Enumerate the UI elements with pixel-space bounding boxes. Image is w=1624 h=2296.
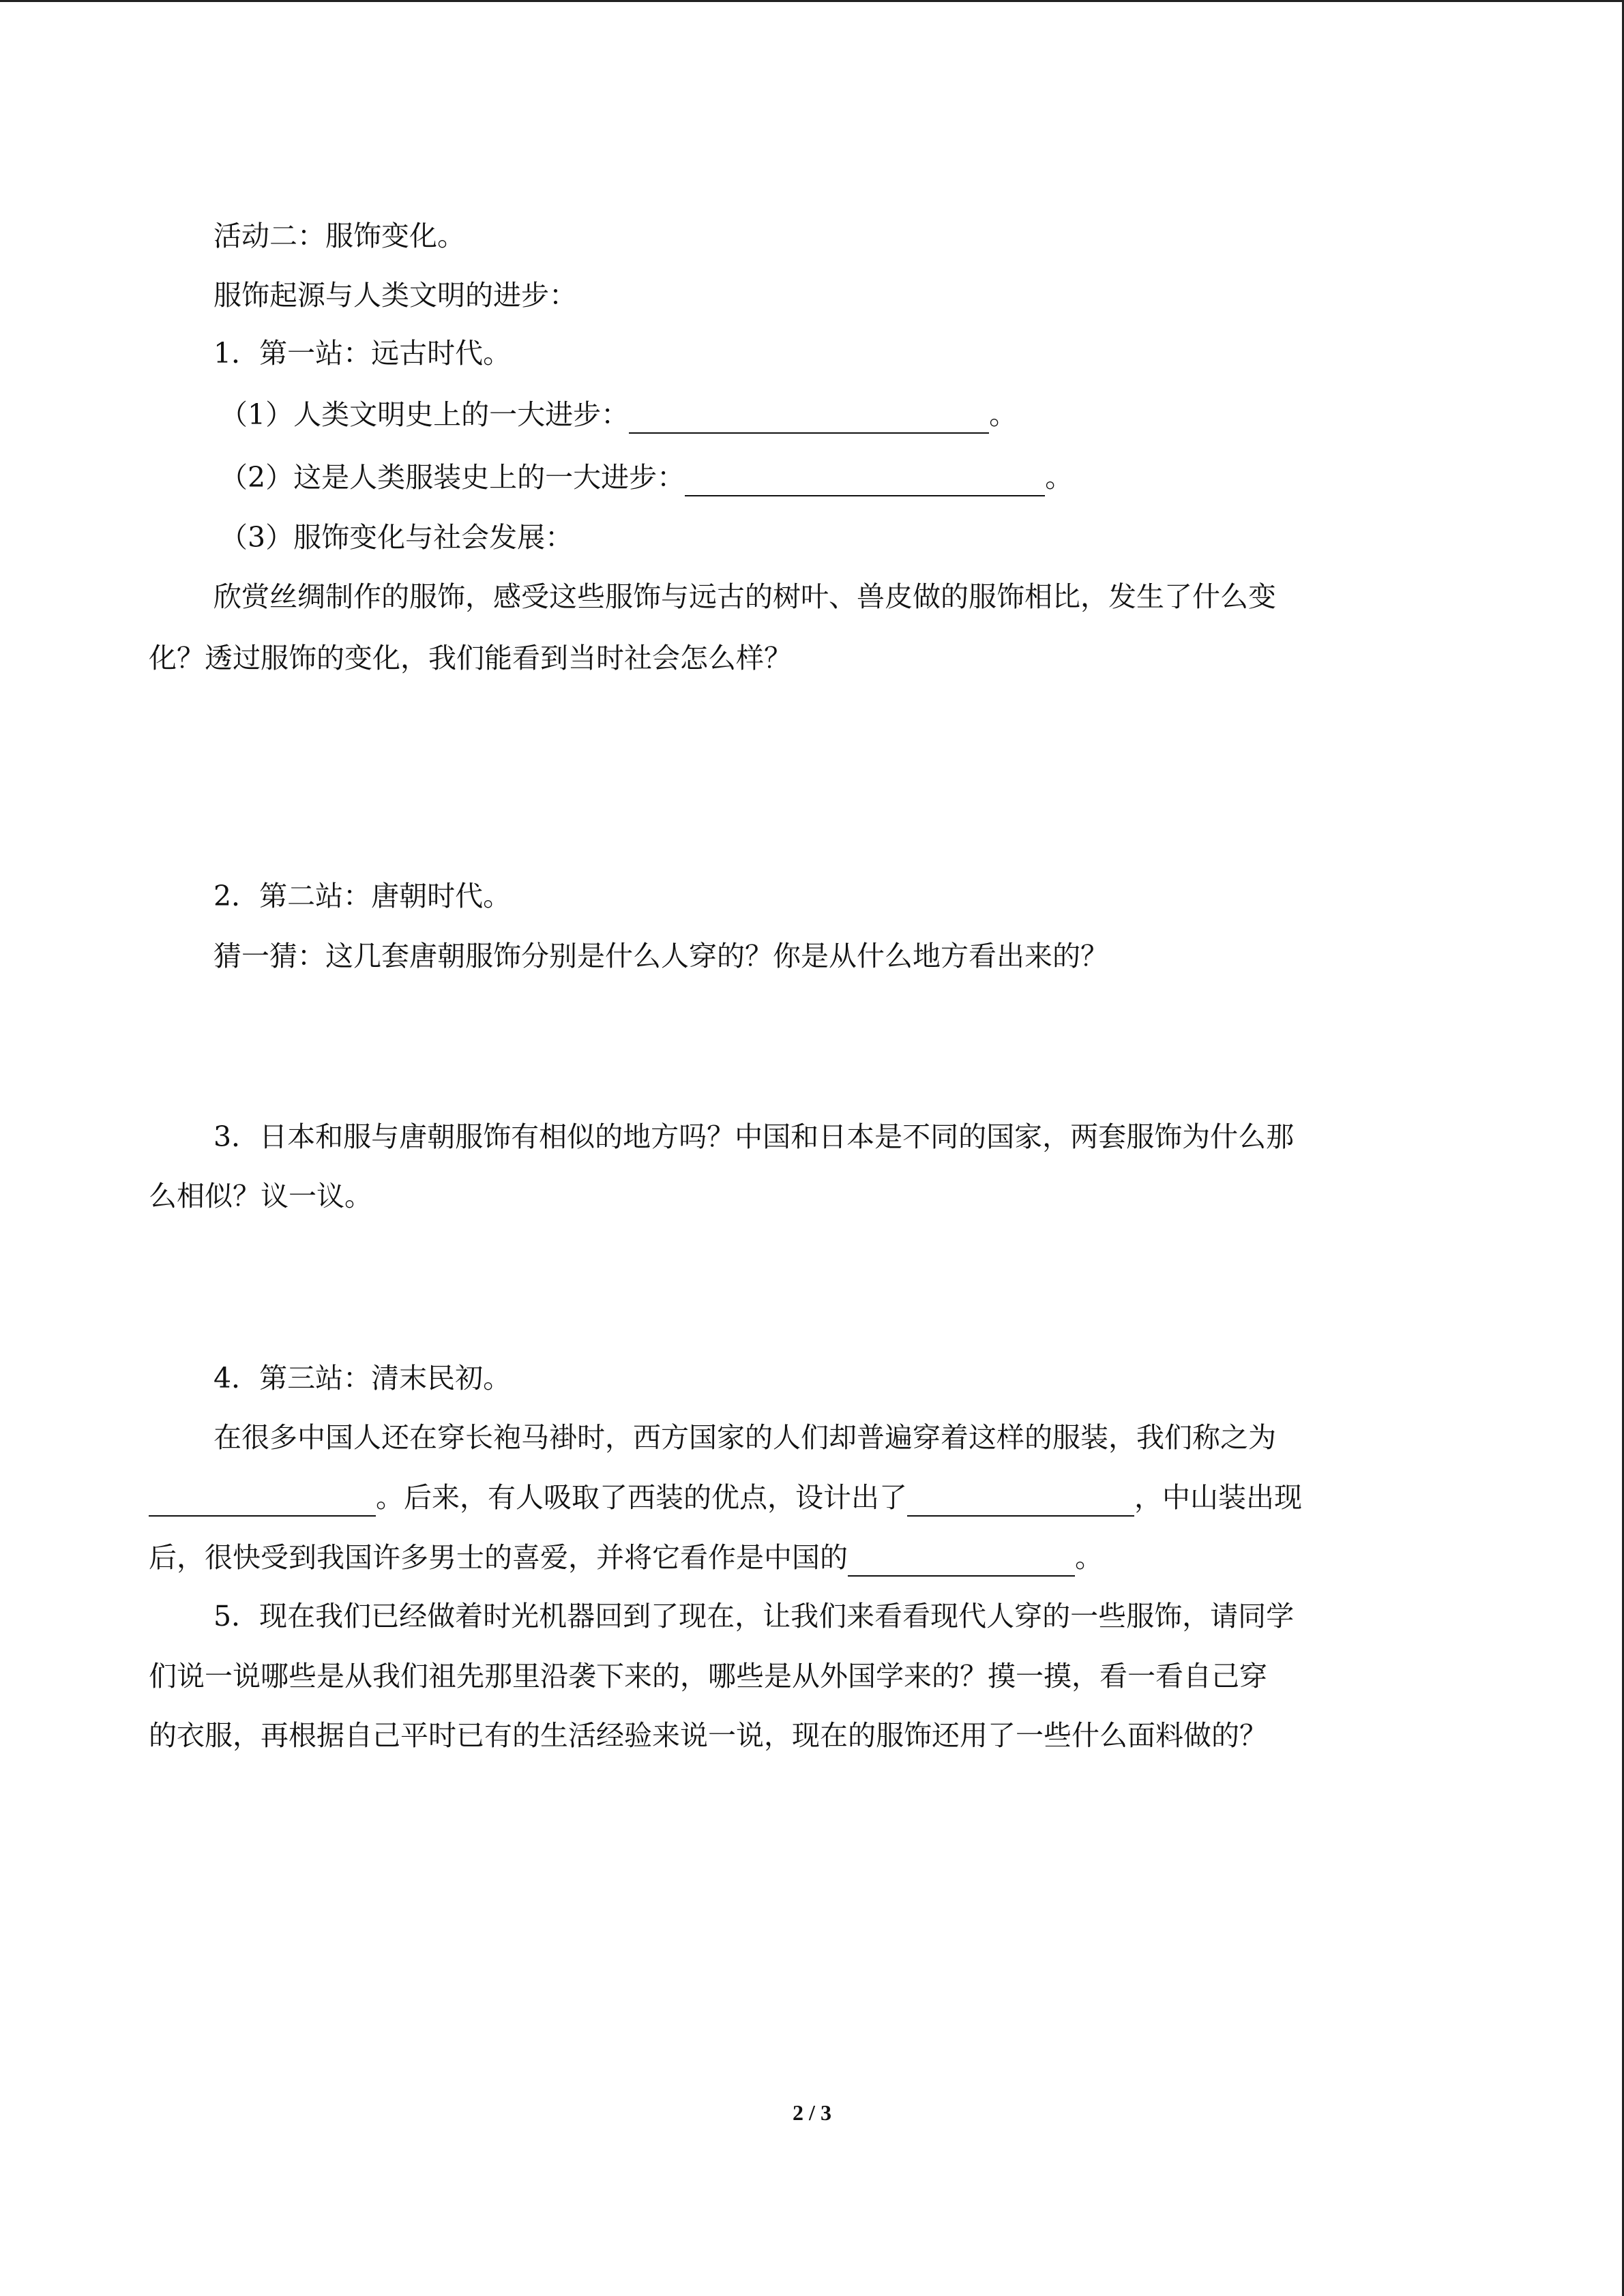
activity-intro: 服饰起源与人类文明的进步： bbox=[213, 279, 577, 312]
station1-question2 bbox=[220, 458, 1073, 496]
station1-title: 1．第一站：远古时代。 bbox=[213, 337, 512, 370]
answer-blank-1[interactable] bbox=[629, 402, 989, 434]
activity-heading: 活动二：服饰变化。 bbox=[213, 220, 465, 252]
question1-label: （1）人类文明史上的一大进步： bbox=[220, 398, 630, 431]
station3-line2-text: 。后来，有人吸取了西装的优点，设计出了 bbox=[376, 1481, 907, 1514]
station3-line3-text: 后，很快受到我国许多男士的喜爱，并将它看作是中国的 bbox=[149, 1541, 848, 1574]
station3-line2-end: ，中山装出现 bbox=[1134, 1481, 1302, 1514]
question2-label: （2）这是人类服装史上的一大进步： bbox=[220, 461, 685, 494]
item3-line1: 3．日本和服与唐朝服饰有相似的地方吗？中国和日本是不同的国家，两套服饰为什么那 bbox=[213, 1120, 1295, 1153]
item5-line1: 5．现在我们已经做着时光机器回到了现在，让我们来看看现代人穿的一些服饰，请同学 bbox=[213, 1600, 1295, 1632]
question1-end: 。 bbox=[989, 398, 1018, 431]
station3-line3-end: 。 bbox=[1075, 1541, 1103, 1574]
station1-prompt-line1: 欣赏丝绸制作的服饰，感受这些服饰与远古的树叶、兽皮做的服饰相比，发生了什么变 bbox=[213, 580, 1276, 613]
station2-title: 2．第二站：唐朝时代。 bbox=[213, 880, 512, 912]
station1-prompt-line2: 化？透过服饰的变化，我们能看到当时社会怎么样？ bbox=[149, 642, 792, 674]
answer-blank-2[interactable] bbox=[685, 465, 1045, 496]
station3-line3 bbox=[149, 1538, 1103, 1577]
page-number: 2 / 3 bbox=[793, 2100, 831, 2125]
station2-prompt: 猜一猜：这几套唐朝服饰分别是什么人穿的？你是从什么地方看出来的？ bbox=[213, 940, 1108, 972]
station3-title: 4．第三站：清末民初。 bbox=[213, 1362, 512, 1395]
answer-blank-4[interactable] bbox=[907, 1485, 1134, 1517]
station1-question3: （3）服饰变化与社会发展： bbox=[220, 521, 574, 554]
item3-line2: 么相似？议一议。 bbox=[149, 1180, 372, 1212]
question2-end: 。 bbox=[1045, 461, 1074, 494]
station3-line2 bbox=[149, 1478, 1302, 1517]
answer-blank-3[interactable] bbox=[149, 1485, 376, 1517]
station1-question1 bbox=[220, 396, 1017, 434]
answer-blank-5[interactable] bbox=[848, 1545, 1075, 1577]
station3-line1: 在很多中国人还在穿长袍马褂时，西方国家的人们却普遍穿着这样的服装，我们称之为 bbox=[213, 1421, 1276, 1454]
item5-line3: 的衣服，再根据自己平时已有的生活经验来说一说，现在的服饰还用了一些什么面料做的？ bbox=[149, 1719, 1267, 1752]
page-top-border bbox=[0, 0, 1624, 2]
item5-line2: 们说一说哪些是从我们祖先那里沿袭下来的，哪些是从外国学来的？摸一摸，看一看自己穿 bbox=[149, 1660, 1267, 1693]
